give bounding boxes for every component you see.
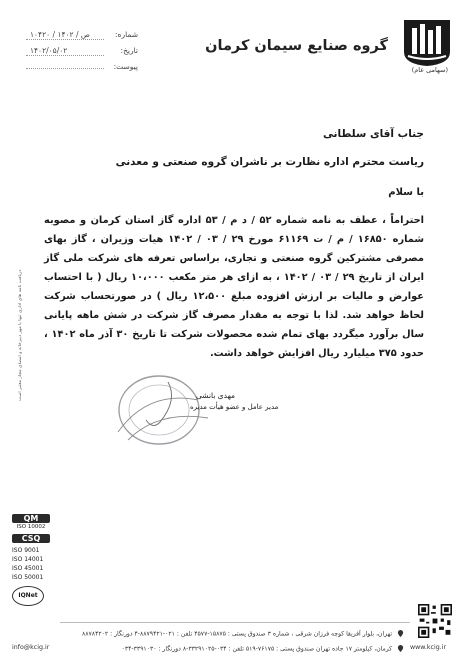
qr-code-icon bbox=[418, 604, 452, 638]
location-pin-icon bbox=[397, 645, 404, 652]
date-row bbox=[26, 46, 138, 62]
department: ریاست محترم اداره نظارت بر ناشران گروه صنعتی و معدنی bbox=[115, 156, 424, 168]
attachment-row bbox=[26, 62, 138, 78]
addressee: جناب آقای سلطانی bbox=[322, 128, 424, 140]
location-pin-icon bbox=[397, 630, 404, 637]
date-label: تاریخ: bbox=[120, 46, 138, 55]
letter-meta bbox=[26, 30, 138, 78]
qm-badge: QM bbox=[12, 514, 50, 523]
number-value: ۱۰۴۲۰ / ص / ۱۴۰۲ bbox=[26, 30, 104, 40]
attachment-value bbox=[26, 68, 104, 69]
iso-item: ISO 45001 bbox=[12, 565, 44, 572]
number-label: شماره: bbox=[115, 30, 138, 39]
company-type: (سهامی عام) bbox=[411, 66, 448, 74]
signatory-title: مدیر عامل و عضو هیأت مدیره bbox=[190, 403, 279, 411]
footer-divider bbox=[60, 622, 410, 623]
company-name: گروه صنایع سیمان کرمان bbox=[205, 38, 388, 54]
iso-item: ISO 50001 bbox=[12, 574, 44, 581]
website-link[interactable]: www.kcig.ir bbox=[410, 644, 447, 651]
footer-kerman bbox=[122, 645, 404, 653]
certifications bbox=[12, 514, 50, 606]
email-link[interactable]: info@kcig.ir bbox=[12, 644, 50, 651]
greeting: با سلام bbox=[388, 187, 424, 198]
company-logo-icon bbox=[398, 12, 456, 70]
footer-tehran bbox=[82, 630, 404, 638]
side-note: دریافت نامه های اداری تنها با مهر دبیرخانه و امضای مجاز معتبر است bbox=[18, 270, 23, 402]
iso-item: ISO 14001 bbox=[12, 556, 44, 563]
number-row bbox=[26, 30, 138, 46]
attachment-label: پیوست: bbox=[113, 62, 138, 71]
iqnet-badge: IQNet bbox=[12, 586, 44, 606]
iso-list bbox=[12, 546, 50, 582]
iso-item: ISO 9001 bbox=[12, 547, 40, 554]
signatory-name: مهدی بانشی bbox=[196, 391, 236, 400]
date-value: ۱۴۰۲/۰۵/۰۲ bbox=[26, 46, 104, 56]
csq-badge: CSQ bbox=[12, 534, 50, 543]
letter-body: احتراماً ، عطف به نامه شماره ۵۲ / د م / ۵۳ اداره گاز استان کرمان و مصوبه شماره ۱۶۸۵۰ / م / ت ۶۱۱۶۹ مورخ ۲۹ / ۰۳ / ۱۴۰۲ هیات وزیران ، گاز بهای مصرفی مشترکین گروه صنعتی و تجاری، براساس تعرفه های شرکت ملی گاز ایران از تاریخ ۲۹ / ۰۳ / ۱۴۰۲ ، به ازای هر متر مکعب ۱۰،۰۰۰ ریال ( با احتساب عوارض و مالیات بر ارزش افزوده مبلغ ۱۲،۵۰۰ ریال ) در صورتحساب شرکت لحاظ خواهد شد. لذا با توجه به مقدار مصرف گاز شرکت در شش ماهه پایانی سال برآورد میگردد بهای تمام شده محصولات شرکت تا تاریخ ۳۰ آذر ماه ۱۴۰۲ ، حدود ۳۷۵ میلیارد ریال افزایش خواهد داشت. bbox=[44, 215, 424, 359]
qm-caption: ISO 10002 bbox=[16, 524, 46, 530]
kerman-address: کرمان، کیلومتر ۱۷ جاده تهران صندوق پستی : ۷۶۱۷۵-۵۱۹ تلفن : ۰۳۴-۳۳۲۹۱۰۲۵-۸ دورنگار : ۳۳۹۱۰۳۰-۰۳۴ bbox=[121, 645, 393, 653]
tehran-address: تهران، بلوار آفریقا کوچه فرزان شرقی ، شماره ۳ صندوق پستی : ۱۵۸۷۵-۴۵۷۷ تلفن : ۰۲۱-۸۸۷۹۴۲۱-۴ دورنگار : ۸۸۷۸۴۲۰۲ bbox=[81, 630, 393, 638]
